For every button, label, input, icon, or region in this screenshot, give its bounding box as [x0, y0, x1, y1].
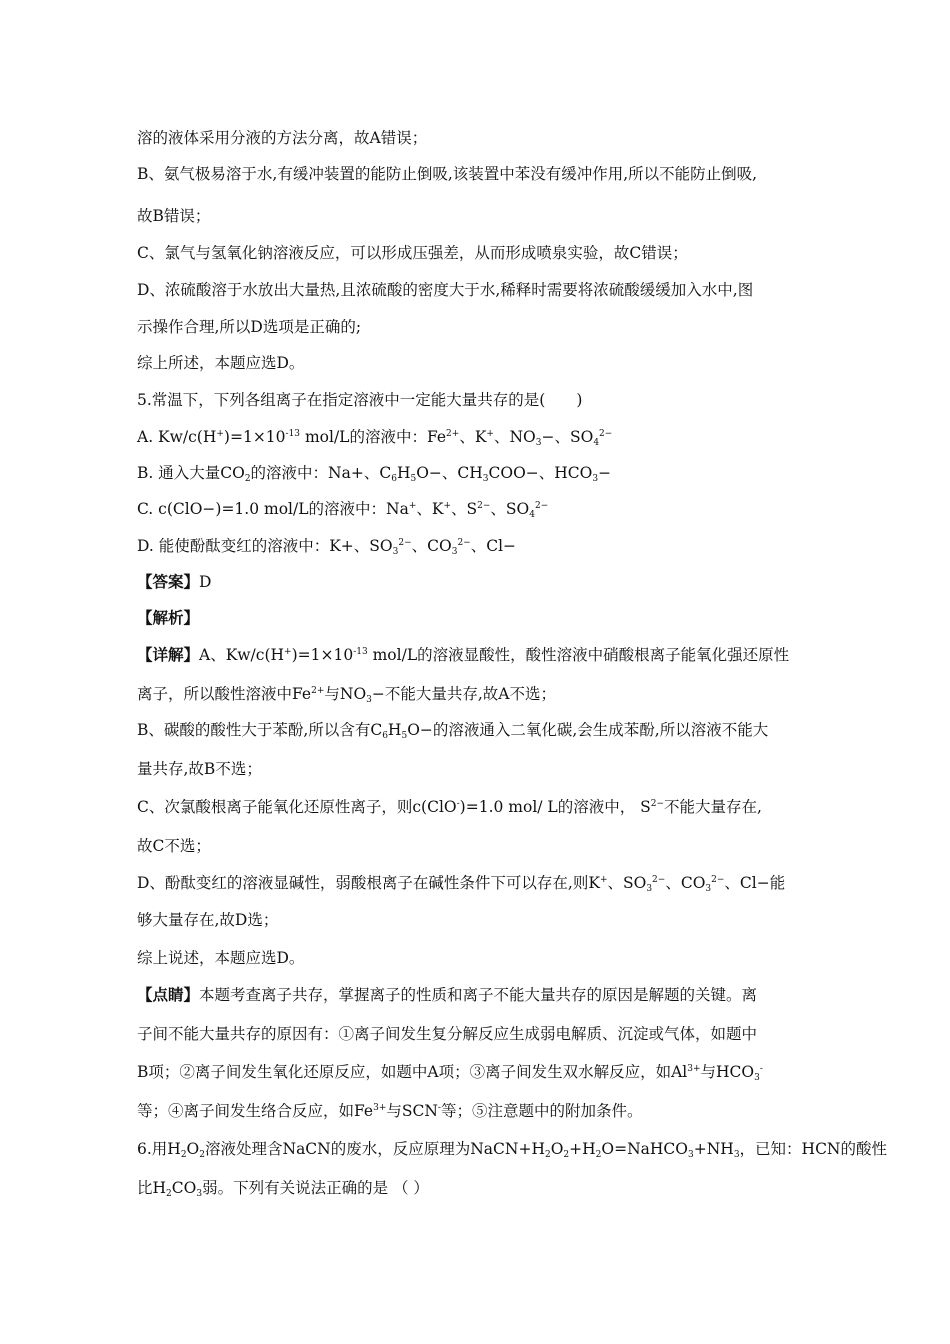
option-c: C. c(ClO−)=1.0 mol/L的溶液中：Na+、K+、$S^{2-}$、$SO_4^{2-}$ — [137, 500, 549, 520]
option-b: B. 通入大量$CO_2$的溶液中：Na+、$C_6H_5O-$、$CH_3COO-$、$HCO_3-$ — [137, 464, 612, 484]
text-line: 综上所述，本题应选D。 — [137, 354, 305, 372]
question-5-stem: 5.常温下，下列各组离子在指定溶液中一定能大量共存的是( ) — [137, 391, 583, 409]
tip-label: 【点睛】 — [137, 985, 200, 1004]
detail-line: 量共存,故B不选； — [137, 760, 262, 778]
detail-line: 【详解】A、$Kw/c(H^+)=1\times 10^{-13}$ mol/L的溶液显酸性，酸性溶液中硝酸根离子能氧化强还原性 — [137, 645, 790, 664]
text-line: C、氯气与氢氧化钠溶液反应，可以形成压强差，从而形成喷泉实验，故C错误； — [137, 244, 688, 262]
option-d: D. 能使酚酞变红的溶液中：K+、$SO_3^{2-}$、$CO_3^{2-}$、Cl− — [137, 537, 517, 557]
detail-line: B、碳酸的酸性大于苯酚,所以含有$C_6H_5O-$的溶液通入二氧化碳,会生成苯酚,所以溶液不能大 — [137, 721, 769, 741]
detail-line: 故C不选； — [137, 837, 211, 855]
text-line: 故B错误； — [137, 207, 211, 225]
question-6-stem: 6.用$H_2O_2$溶液处理含NaCN的废水，反应原理为$NaCN+H_2O_2+H_2O=NaHCO_3+NH_3$，已知：HCN的酸性 — [137, 1140, 887, 1160]
tip-line: 等；④离子间发生络合反应，如$Fe^{3+}$与SCN-等；⑤注意题中的附加条件。 — [137, 1102, 643, 1120]
text-line: B、氨气极易溶于水,有缓冲装置的能防止倒吸,该装置中苯没有缓冲作用,所以不能防止倒吸, — [137, 165, 758, 183]
detail-line: D、酚酞变红的溶液显碱性，弱酸根离子在碱性条件下可以存在,则K+、$SO_3^{2-}$、$CO_3^{2-}$、Cl−能 — [137, 874, 786, 894]
text-line: D、浓硫酸溶于水放出大量热,且浓硫酸的密度大于水,稀释时需要将浓硫酸缓缓加入水中,图 — [137, 281, 754, 299]
tip-line: B项；②离子间发生氧化还原反应，如题中A项；③离子间发生双水解反应，如$Al^{3+}$与$HCO_3^-$ — [137, 1063, 763, 1083]
detail-line: C、次氯酸根离子能氧化还原性离子，则c(ClO-)=1.0 mol/ L的溶液中， $S^{2-}$不能大量存在, — [137, 798, 762, 816]
detail-label: 【详解】 — [137, 645, 200, 664]
tip-line: 子间不能大量共存的原因有：①离子间发生复分解反应生成弱电解质、沉淀或气体，如题中 — [137, 1025, 758, 1043]
question-6-stem: 比$H_2CO_3$弱。下列有关说法正确的是 （ ） — [137, 1179, 429, 1199]
text-line: 溶的液体采用分液的方法分离，故A错误； — [137, 129, 428, 147]
tip-line: 【点睛】本题考查离子共存，掌握离子的性质和离子不能大量共存的原因是解题的关键。离 — [137, 985, 758, 1004]
detail-line: 够大量存在,故D选； — [137, 911, 279, 929]
detail-line: 综上说述，本题应选D。 — [137, 949, 305, 967]
detail-line: 离子，所以酸性溶液中$Fe^{2+}$与$NO_3-$不能大量共存,故A不选； — [137, 685, 556, 705]
answer-label: 【答案】 — [137, 572, 200, 591]
answer-value: D — [199, 573, 212, 591]
answer-line — [137, 572, 818, 592]
option-a: A. $Kw/c(H^+)=1\times 10^{-13}$ mol/L的溶液中：$Fe^{2+}$、K+、$NO_3-$、$SO_4^{2-}$ — [137, 428, 613, 448]
analysis-label: 【解析】 — [137, 608, 200, 627]
text-line: 示操作合理,所以D选项是正确的; — [137, 318, 362, 336]
